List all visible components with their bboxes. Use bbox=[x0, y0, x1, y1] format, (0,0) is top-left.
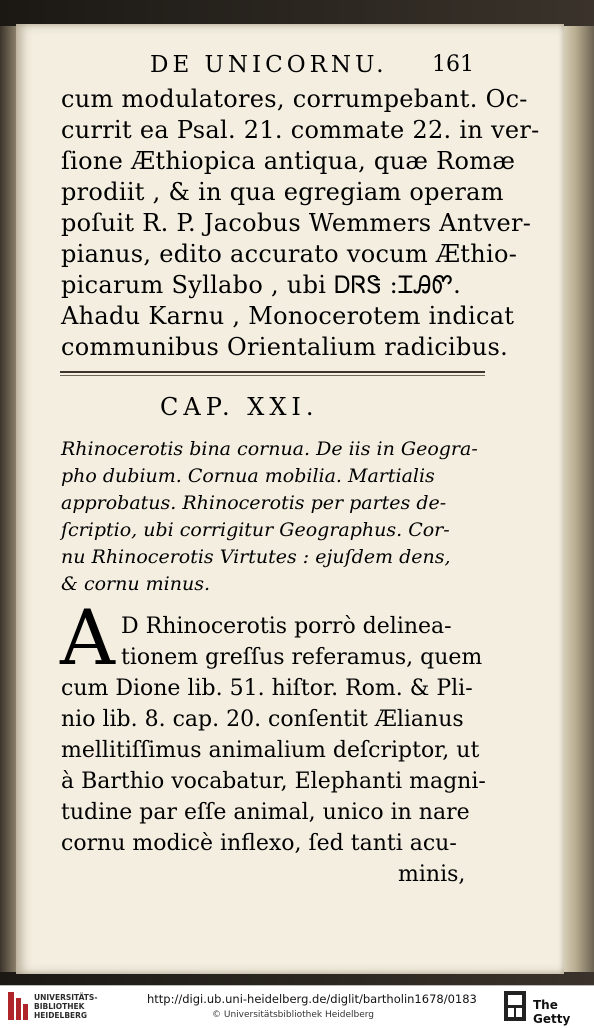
running-head: DE UNICORNU. bbox=[150, 52, 388, 78]
drop-cap: A bbox=[60, 593, 115, 682]
text-line: pianus, edito accurato vocum Æthio- bbox=[61, 240, 518, 268]
text-line: picarum Syllabo , ubi ᎠᏒᏕ :ᏆᎯᏛ. bbox=[61, 271, 462, 299]
summary-line: approbatus. Rhinocerotis per partes de- bbox=[61, 492, 447, 514]
body-line: mellitiſſimus animalium deſcriptor, ut bbox=[61, 738, 480, 763]
footer-bar bbox=[0, 985, 594, 1028]
body-line: tudine par eſſe animal, unico in nare bbox=[61, 800, 470, 825]
body-line: nio lib. 8. cap. 20. conſentit Ælianus bbox=[61, 707, 464, 732]
summary-line: & cornu minus. bbox=[61, 573, 210, 595]
text-line: cum modulatores, corrumpebant. Oc- bbox=[61, 85, 528, 113]
page-stack-edge bbox=[564, 26, 594, 972]
binding-edge bbox=[0, 26, 16, 972]
summary-line: Rhinocerotis bina cornua. De iis in Geogra- bbox=[61, 438, 478, 460]
chapter-title: CAP. XXI. bbox=[160, 393, 319, 421]
library-name-line: HEIDELBERG bbox=[34, 1011, 88, 1020]
body-line: D Rhinocerotis porrò delinea- bbox=[121, 614, 452, 639]
body-line: à Barthio vocabatur, Elephanti magni- bbox=[61, 769, 486, 794]
text-line: ſione Æthiopica antiqua, quæ Romæ bbox=[61, 147, 516, 175]
text-line: prodiit , & in qua egregiam operam bbox=[61, 178, 504, 206]
page-number: 161 bbox=[432, 52, 474, 77]
body-line: cum Dione lib. 51. hiſtor. Rom. & Pli- bbox=[61, 676, 473, 701]
text-line: currit ea Psal. 21. commate 22. in ver- bbox=[61, 116, 540, 144]
library-name-line: UNIVERSITÄTS- bbox=[34, 993, 98, 1002]
library-logo-icon[interactable] bbox=[6, 990, 30, 1022]
body-line: tionem greſſus referamus, quem bbox=[121, 645, 483, 670]
body-line: cornu modicè inflexo, ſed tanti acu- bbox=[61, 831, 457, 856]
section-rule-thin bbox=[60, 375, 485, 376]
text-line: poſuit R. P. Jacobus Wemmers Antver- bbox=[61, 209, 532, 237]
partner-name: The Getty bbox=[533, 998, 571, 1026]
text-line: Ahadu Karnu , Monocerotem indicat bbox=[61, 302, 515, 330]
summary-line: ſcriptio, ubi corrigitur Geographus. Cor- bbox=[61, 519, 450, 541]
getty-logo-icon[interactable] bbox=[503, 990, 527, 1022]
section-rule bbox=[60, 371, 485, 373]
text-line: communibus Orientalium radicibus. bbox=[61, 333, 508, 361]
body-line: minis, bbox=[398, 862, 466, 887]
summary-line: pho dubium. Cornua mobilia. Martialis bbox=[61, 465, 435, 487]
copyright-notice: © Universitätsbibliothek Heidelberg bbox=[212, 1010, 375, 1020]
permalink-url[interactable]: http://digi.ub.uni-heidelberg.de/diglit/bartholin1678/0183 bbox=[147, 992, 477, 1006]
library-name bbox=[34, 993, 97, 1020]
library-name-line: BIBLIOTHEK bbox=[34, 1002, 85, 1011]
summary-line: nu Rhinocerotis Virtutes : ejuſdem dens, bbox=[61, 546, 451, 568]
